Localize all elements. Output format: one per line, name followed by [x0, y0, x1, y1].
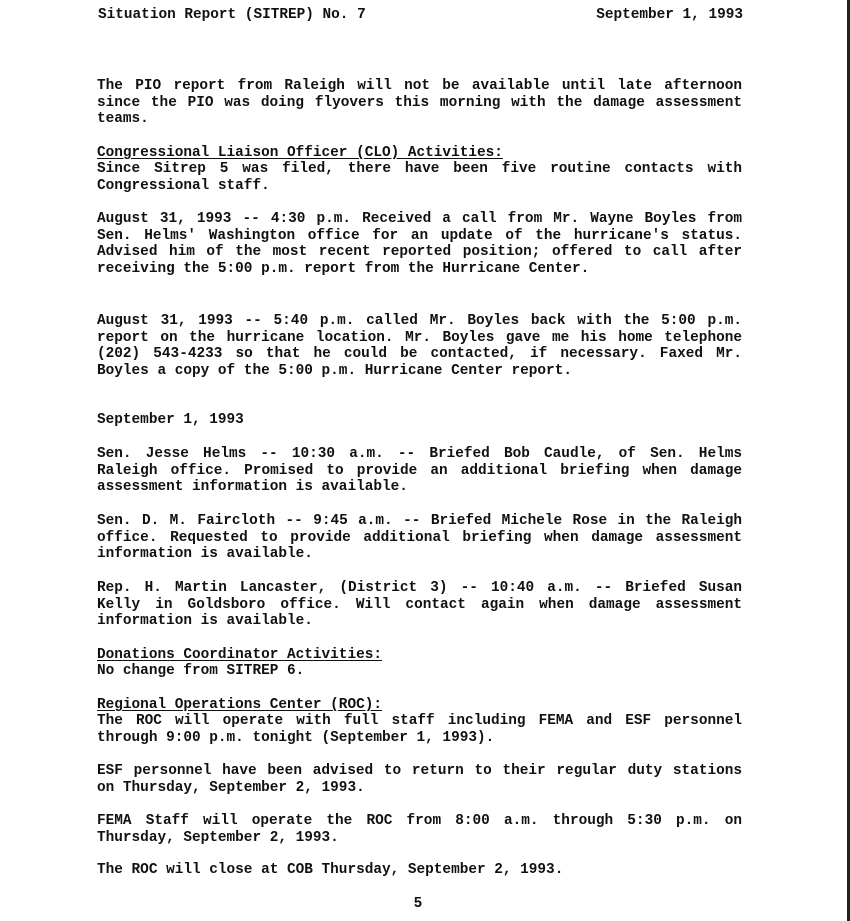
pio-paragraph: The PIO report from Raleigh will not be available until late afternoon since the PIO was doing flyovers this morning with the damage assessment teams.: [97, 78, 742, 128]
roc-esf-return: ESF personnel have been advised to return to their regular duty stations on Thursday, September 2, 1993.: [97, 763, 742, 796]
clo-entry-aug31-540: August 31, 1993 -- 5:40 p.m. called Mr. Boyles back with the 5:00 p.m. report on the hurricane location. Mr. Boyles gave me his home telephone (202) 543-4233 so that he could be contacted, if necessary. Faxed Mr. Boyles a copy of the 5:00 p.m. Hurricane Center report.: [97, 313, 742, 379]
report-header: [98, 7, 743, 25]
roc-fema-hours: FEMA Staff will operate the ROC from 8:00 a.m. through 5:30 p.m. on Thursday, September 2, 1993.: [97, 813, 742, 846]
roc-close: The ROC will close at COB Thursday, September 2, 1993.: [97, 862, 564, 878]
clo-date-sep1: September 1, 1993: [97, 412, 244, 428]
donations-heading: Donations Coordinator Activities:: [97, 647, 382, 663]
clo-entry-lancaster: Rep. H. Martin Lancaster, (District 3) -- 10:40 a.m. -- Briefed Susan Kelly in Goldsboro office. Will contact again when damage assessment information is available.: [97, 580, 742, 630]
page-number: 5: [413, 896, 423, 912]
report-date: September 1, 1993: [596, 7, 743, 23]
clo-heading: Congressional Liaison Officer (CLO) Activities:: [97, 145, 503, 161]
clo-entry-faircloth: Sen. D. M. Faircloth -- 9:45 a.m. -- Briefed Michele Rose in the Raleigh office. Requested to provide additional briefing when damage assessment information is available.: [97, 513, 742, 563]
donations-paragraph: No change from SITREP 6.: [97, 663, 305, 679]
clo-entry-aug31-430: August 31, 1993 -- 4:30 p.m. Received a call from Mr. Wayne Boyles from Sen. Helms' Washington office for an update of the hurricane's status. Advised him of the most recent reported position; offered to call after receiving the 5:00 p.m. report from the Hurricane Center.: [97, 211, 742, 277]
report-title: Situation Report (SITREP) No. 7: [98, 7, 366, 23]
roc-heading: Regional Operations Center (ROC):: [97, 697, 382, 713]
clo-entry-helms: Sen. Jesse Helms -- 10:30 a.m. -- Briefed Bob Caudle, of Sen. Helms Raleigh office. Promised to provide an additional briefing when damage assessment information is available.: [97, 446, 742, 496]
clo-summary: Since Sitrep 5 was filed, there have been five routine contacts with Congressional staff.: [97, 161, 742, 194]
roc-staffing: The ROC will operate with full staff including FEMA and ESF personnel through 9:00 p.m. tonight (September 1, 1993).: [97, 713, 742, 746]
